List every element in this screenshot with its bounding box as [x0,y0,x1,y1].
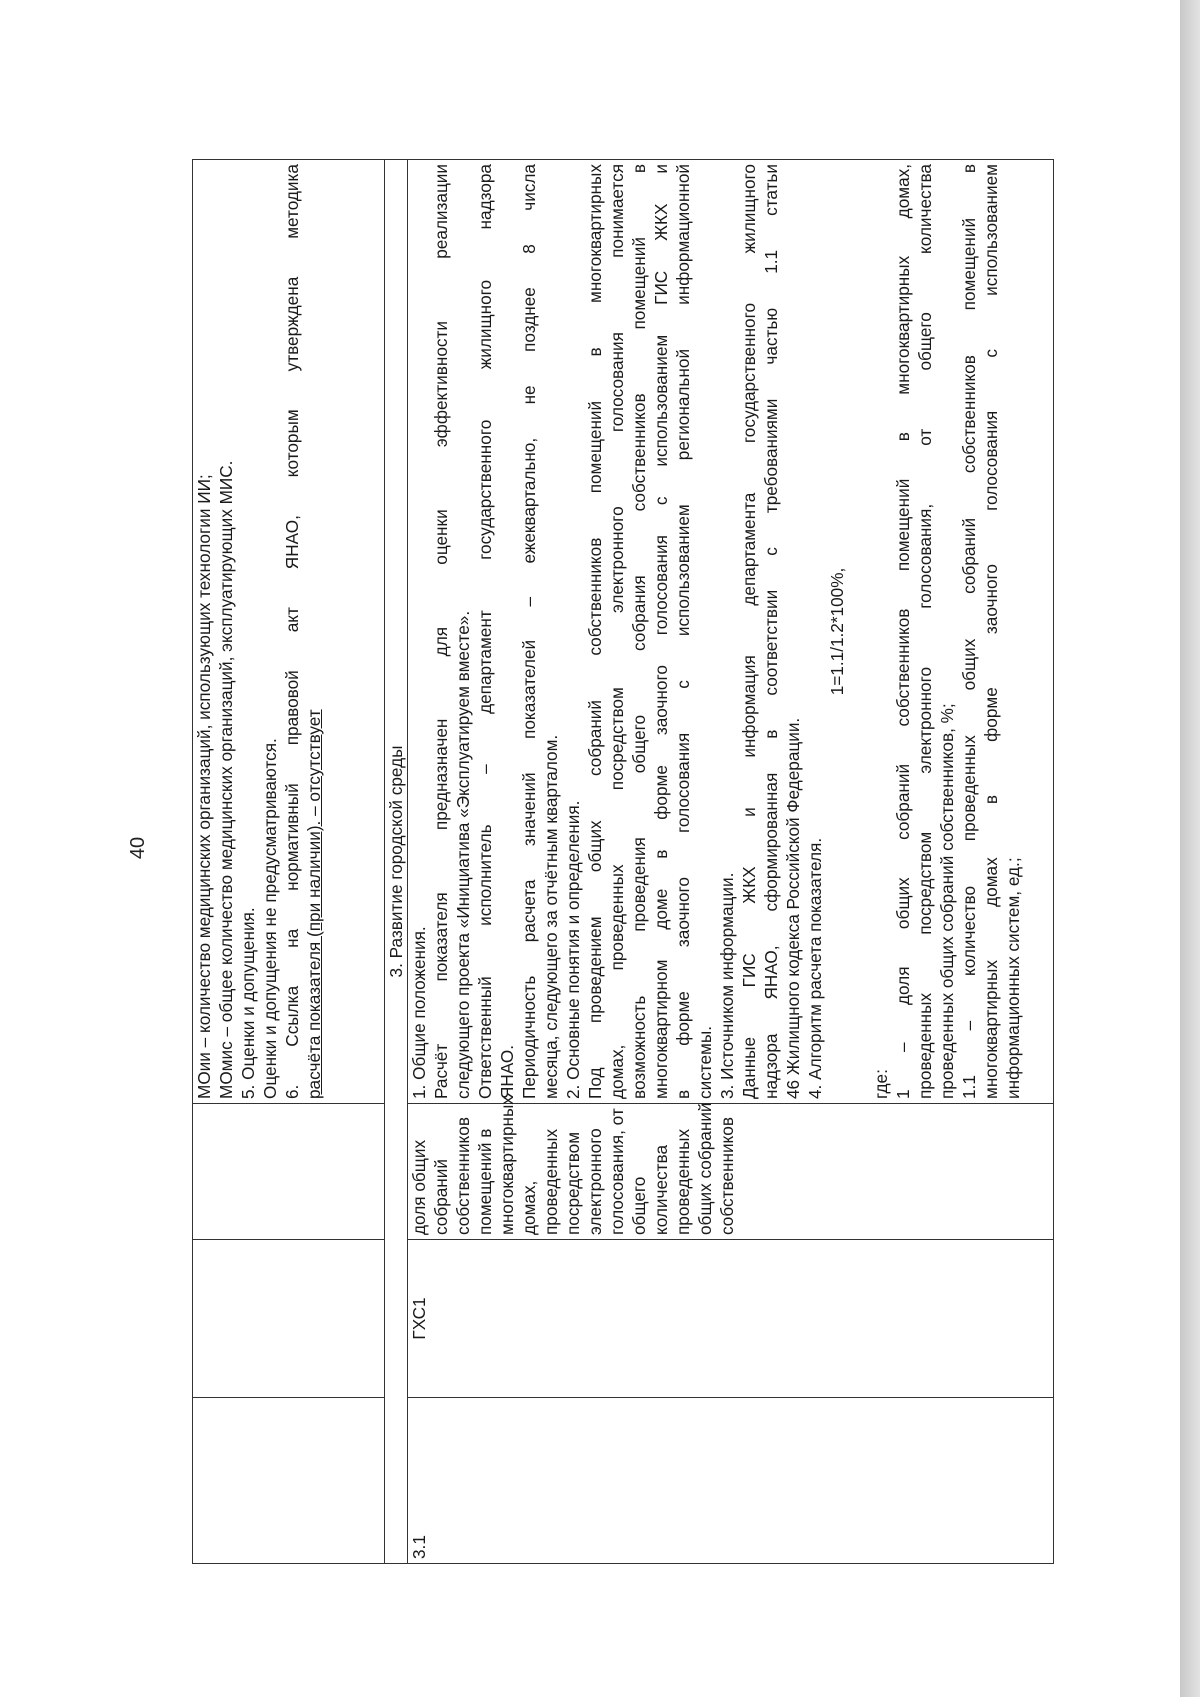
text-line: 2. Основные понятия и определения. [563,800,583,1099]
name-line: собраний [431,1158,451,1235]
name-line: проведенных [541,1128,561,1235]
table-row [408,160,1054,1564]
methodology-continuation-cell [193,160,385,1104]
indicator-table [192,159,1054,1564]
name-line: голосования, от [607,1108,627,1235]
table-row [193,160,385,1564]
indicator-name [408,1096,1054,1240]
text-line: следующего проекта «Инициатива «Эксплуатируем вместе». [453,610,473,1099]
text-line: информационных систем, ед.; [1003,857,1023,1099]
name-line: доля общих [409,1139,429,1235]
page-edge [1180,0,1200,1697]
text-line: 4. Алгоритм расчета показателя. [805,837,825,1099]
text-line: системы. [695,1026,715,1099]
text-line: ЯНАО. [497,1044,517,1099]
text-line: МОмис – общее количество медицинских организаций, эксплуатирующих МИС. [216,460,236,1099]
name-line: домах, [519,1180,539,1235]
spacer [848,164,870,1099]
text-line: проведенных посредством электронного голосования, от общего количества [915,164,935,1099]
name-line: помещений в [475,1128,495,1235]
text-line: 1 – доля общих собраний собственников помещений в многоквартирных домах, [893,164,913,1099]
page-number: 40 [127,836,149,860]
section-title: 3. Развитие городской среды [385,160,408,1564]
indicator-code-text: ГХС1 [409,1297,429,1340]
name-line: собственников [453,1117,473,1235]
text-line: 1. Общие положения. [409,926,429,1099]
text-line: 46 Жилищного кодекса Российской Федерации. [783,717,803,1099]
indicator-number: 3.1 [408,1398,1054,1564]
text-line: месяца, следующего за отчётным кварталом. [541,734,561,1099]
text-line: 6. Ссылка на нормативный правовой акт ЯНАО, которым утверждена методика [282,164,302,1099]
text-line: Оценки и допущения не предусматриваются. [260,738,280,1099]
formula: 1=1.1/1.2*100%, [827,567,847,696]
text-line: Под проведением общих собраний собственников помещений в многоквартирных [585,164,605,1099]
text-line: МОии – количество медицинских организаций, использующих технологии ИИ; [194,474,214,1099]
name-line: собственников [717,1117,737,1235]
text-line: Данные ГИС ЖКХ и информация департамента государственного жилищного [739,164,759,1099]
name-line: количества [651,1145,671,1235]
name-line: электронного [585,1128,605,1235]
text-line: многоквартирных домах в форме заочного голосования с использованием [981,164,1001,1099]
text-line: расчёта показателя (при наличии). – отсутствует [304,709,324,1099]
text-line: 5. Оценки и допущения. [238,907,258,1099]
text-line: в форме заочного голосования с использованием региональной информационной [673,164,693,1099]
text-line: многоквартирном доме в форме заочного голосования с использованием ГИС ЖКХ и [651,164,671,1099]
text-line: 1.1 – количество проведенных общих собраний собственников помещений в [959,164,979,1099]
name-line: посредством [563,1131,583,1235]
text-line: надзора ЯНАО, сформированная в соответствии с требованиями частью 1.1 статьи [761,164,781,1099]
empty-cell [193,1104,385,1240]
name-line: общего [629,1176,649,1235]
text-line: проведенных общих собраний собственников, %; [937,703,957,1099]
text-line: Ответственный исполнитель – департамент государственного жилищного надзора [475,164,495,1099]
name-line: проведенных [673,1128,693,1235]
empty-cell [193,1240,385,1398]
text-line: Расчёт показателя предназначен для оценки эффективности реализации [431,164,451,1099]
indicator-code [408,1240,1054,1398]
text-line: 3. Источником информации. [717,872,737,1099]
text-line: Периодичность расчета значений показателей – ежеквартально, не позднее 8 числа [519,164,539,1099]
rotated-table-container [192,160,1054,1564]
name-line: многоквартирных [497,1096,517,1235]
section-row [385,160,408,1564]
text-line: домах, проведенных посредством электронного голосования понимается [607,164,627,1099]
name-line: общих собраний [695,1102,715,1235]
text-line: где: [871,1069,891,1099]
text-line: возможность проведения общего собрания собственников помещений в [629,164,649,1099]
empty-cell [193,1398,385,1564]
indicator-methodology [408,160,1054,1104]
